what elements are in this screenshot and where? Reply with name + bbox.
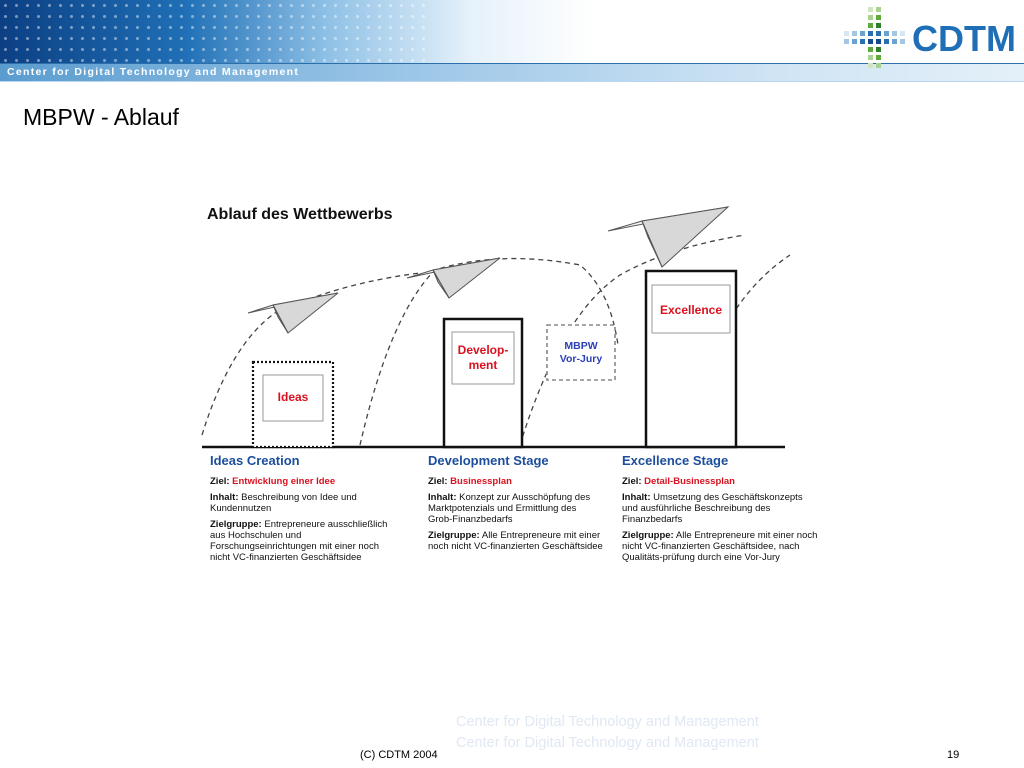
watermark-text: Center for Digital Technology and Management — [456, 735, 759, 751]
page-number: 19 — [947, 749, 960, 761]
ideas-label: Ideas — [277, 390, 309, 404]
cdtm-logo — [838, 3, 1018, 71]
excellence-label: Excellence — [659, 303, 723, 317]
stage-goal: Ziel: Detail-Businessplan — [622, 476, 735, 487]
stage-column-excellence — [622, 455, 820, 568]
slide-header — [0, 0, 1024, 82]
diagram-title: Ablauf des Wettbewerbs — [207, 206, 393, 223]
footer-copyright: (C) CDTM 2004 — [360, 749, 438, 761]
logo-text: CDTM — [912, 18, 1016, 59]
slide-title: MBPW - Ablauf — [23, 104, 179, 130]
header-dot-pattern — [0, 0, 430, 64]
logo-dot-cross-icon — [844, 7, 905, 68]
competition-flow-diagram — [200, 195, 820, 605]
stage-content: Inhalt: Umsetzung des Geschäftskonzepts und ausführliche Beschreibung des Finanzbedarfs — [622, 492, 803, 525]
header-caption: Center for Digital Technology and Management — [7, 66, 300, 78]
stage-goal: Ziel: Businessplan — [428, 476, 512, 487]
stage-content: Inhalt: Beschreibung von Idee und Kundennutzen — [210, 492, 357, 514]
stage-title: Excellence Stage — [622, 453, 729, 468]
jury-label: MBPW Vor-Jury — [559, 340, 603, 365]
diagram-graphics — [200, 195, 820, 455]
stage-goal: Ziel: Entwicklung einer Idee — [210, 476, 336, 487]
stage-target-group: Zielgruppe: Entrepreneure ausschließlich aus Hochschulen und Forschungseinrichtungen mit einer noch nicht VC-finanzierten Geschäftsidee — [210, 519, 388, 563]
development-label: Develop- ment — [457, 343, 509, 372]
paper-plane-icon — [407, 258, 500, 298]
stage-column-development — [428, 455, 603, 557]
stage-content: Inhalt: Konzept zur Ausschöpfung des Marktpotenzials und Ermittlung des Grob-Finanzbedarfs — [428, 492, 591, 525]
watermark-text: Center for Digital Technology and Management — [456, 714, 759, 730]
paper-plane-icon — [248, 293, 338, 333]
stage-target-group: Zielgruppe: Alle Entrepreneure mit einer noch nicht VC-finanzierten Geschäftsidee, nach Qualitäts-prüfung durch eine Vor-Jury — [622, 530, 818, 563]
stage-target-group: Zielgruppe: Alle Entrepreneure mit einer noch nicht VC-finanzierten Geschäftsidee — [428, 530, 603, 552]
stage-column-ideas — [210, 455, 400, 568]
stage-title: Ideas Creation — [210, 453, 300, 468]
paper-plane-icon — [608, 207, 728, 267]
stage-title: Development Stage — [428, 453, 549, 468]
